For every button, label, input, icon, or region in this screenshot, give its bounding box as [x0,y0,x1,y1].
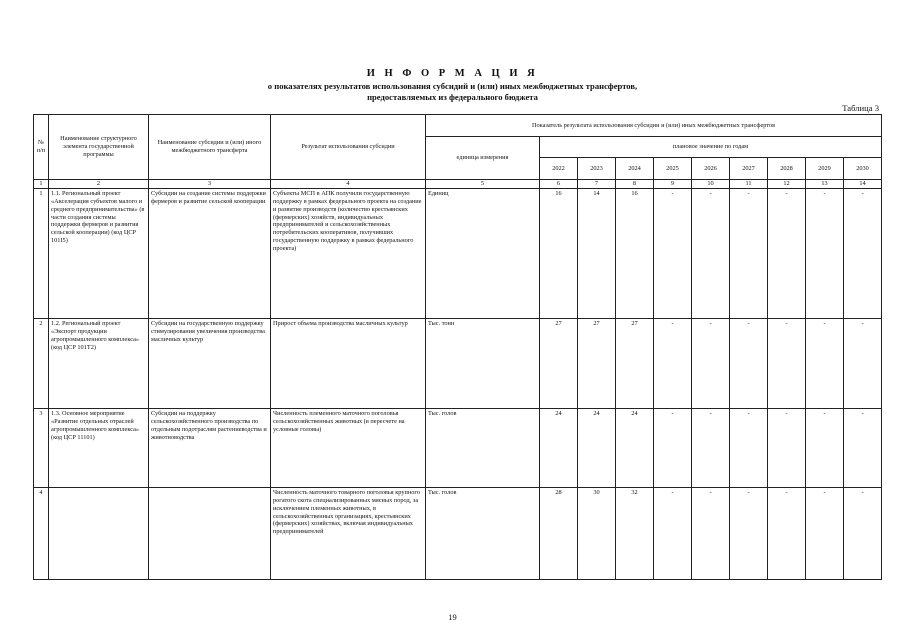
row-value: 30 [578,488,616,580]
header-year: 2026 [692,158,730,180]
column-number-row [34,180,882,189]
row-value: 16 [616,189,654,319]
row-program-element [49,488,149,580]
column-number: 8 [616,180,654,189]
header-result: Результат использования субсидии [271,115,426,180]
table-row [34,409,882,488]
header-year: 2029 [806,158,844,180]
header-unit: единица измерения [426,137,540,180]
column-number: 10 [692,180,730,189]
row-value: 16 [540,189,578,319]
row-value: - [768,409,806,488]
row-value: - [844,189,882,319]
row-num: 4 [34,488,49,580]
row-value: - [654,409,692,488]
header-subsidy-name: Наименование субсидии и (или) иного межбюджетного трансферта [149,115,271,180]
row-value: - [730,409,768,488]
document-subtitle-line1: о показателях результатов использования субсидий и (или) иных межбюджетных трансфертов, [267,81,638,91]
row-value: - [806,189,844,319]
row-subsidy-name [149,488,271,580]
row-value: - [844,319,882,409]
header-year: 2022 [540,158,578,180]
header-year: 2028 [768,158,806,180]
row-subsidy-name: Субсидии на поддержку сельскохозяйственного производства по отдельным подотраслям растениеводства и животноводства [149,409,271,488]
column-number: 3 [149,180,271,189]
page-number: 19 [448,612,457,622]
row-value: - [692,319,730,409]
row-value: - [730,488,768,580]
column-number: 11 [730,180,768,189]
row-value: - [768,319,806,409]
header-year: 2023 [578,158,616,180]
row-value: 32 [616,488,654,580]
document-subtitle-line2: предоставляемых из федерального бюджета [367,92,538,102]
row-value: - [844,488,882,580]
row-num: 3 [34,409,49,488]
row-unit: Тыс. голов [426,488,540,580]
column-number: 5 [426,180,540,189]
row-value: - [768,189,806,319]
header-planned: плановое значение по годам [540,137,882,158]
row-value: 24 [540,409,578,488]
row-value: 27 [540,319,578,409]
table-label: Таблица 3 [842,103,879,113]
row-program-element: 1.3. Основное мероприятие «Развитие отдельных отраслей агропромышленного комплекса» (код ЦСР 11101) [49,409,149,488]
column-number: 9 [654,180,692,189]
column-number: 13 [806,180,844,189]
row-value: 14 [578,189,616,319]
row-value: 24 [578,409,616,488]
row-result: Прирост объема производства масличных культур [271,319,426,409]
row-value: - [654,319,692,409]
row-value: - [692,488,730,580]
row-value: 27 [616,319,654,409]
row-value: - [768,488,806,580]
row-value: 27 [578,319,616,409]
row-program-element: 1.1. Региональный проект «Акселерация субъектов малого и среднего предпринимательства» (в части создания системы поддержки фермеров и развития сельской кооперации) (код ЦСР 101I5) [49,189,149,319]
row-unit: Тыс. голов [426,409,540,488]
row-value: 28 [540,488,578,580]
column-number: 12 [768,180,806,189]
column-number: 2 [49,180,149,189]
row-num: 1 [34,189,49,319]
header-indicator-group: Показатель результата использования субсидии и (или) иных межбюджетных трансфертов [426,115,882,137]
column-number: 1 [34,180,49,189]
column-number: 6 [540,180,578,189]
header-program-element: Наименование структурного элемента государственной программы [49,115,149,180]
row-num: 2 [34,319,49,409]
row-subsidy-name: Субсидии на государственную поддержку стимулирования увеличения производства масличных культур [149,319,271,409]
indicators-table [33,114,882,580]
row-value: - [654,488,692,580]
row-unit: Единиц [426,189,540,319]
row-subsidy-name: Субсидии на создание системы поддержки фермеров и развитие сельской кооперации [149,189,271,319]
header-year: 2024 [616,158,654,180]
row-value: - [692,409,730,488]
row-value: 24 [616,409,654,488]
header-year: 2025 [654,158,692,180]
row-unit: Тыс. тонн [426,319,540,409]
row-value: - [692,189,730,319]
document-title: И Н Ф О Р М А Ц И Я [366,68,539,79]
column-number: 4 [271,180,426,189]
row-value: - [806,488,844,580]
row-value: - [730,319,768,409]
row-value: - [654,189,692,319]
row-value: - [806,319,844,409]
row-result: Численность маточного товарного поголовья крупного рогатого скота специализированных мясных пород, за исключением племенных животных, в сельскохозяйственных организациях, крестьянских (фермерских) хозяйствах, включая индивидуальных предпринимателей [271,488,426,580]
header-num: № п/п [34,115,49,180]
table-row [34,319,882,409]
column-number: 14 [844,180,882,189]
header-year: 2030 [844,158,882,180]
row-value: - [844,409,882,488]
header-year: 2027 [730,158,768,180]
row-result: Численность племенного маточного поголовья сельскохозяйственных животных (в пересчете на условные головы) [271,409,426,488]
row-value: - [730,189,768,319]
row-result: Субъекты МСП в АПК получили государственную поддержку в рамках федерального проекта на создание и развитие производств (количество крестьянских (фермерских) хозяйств, индивидуальных предпринимателей и сельскохозяйственных потребительских кооперативов, получивших государственную поддержку в рамках федерального проекта) [271,189,426,319]
column-number: 7 [578,180,616,189]
table-row [34,189,882,319]
row-value: - [806,409,844,488]
row-program-element: 1.2. Региональный проект «Экспорт продукции агропромышленного комплекса» (код ЦСР 101Т2) [49,319,149,409]
table-row [34,488,882,580]
